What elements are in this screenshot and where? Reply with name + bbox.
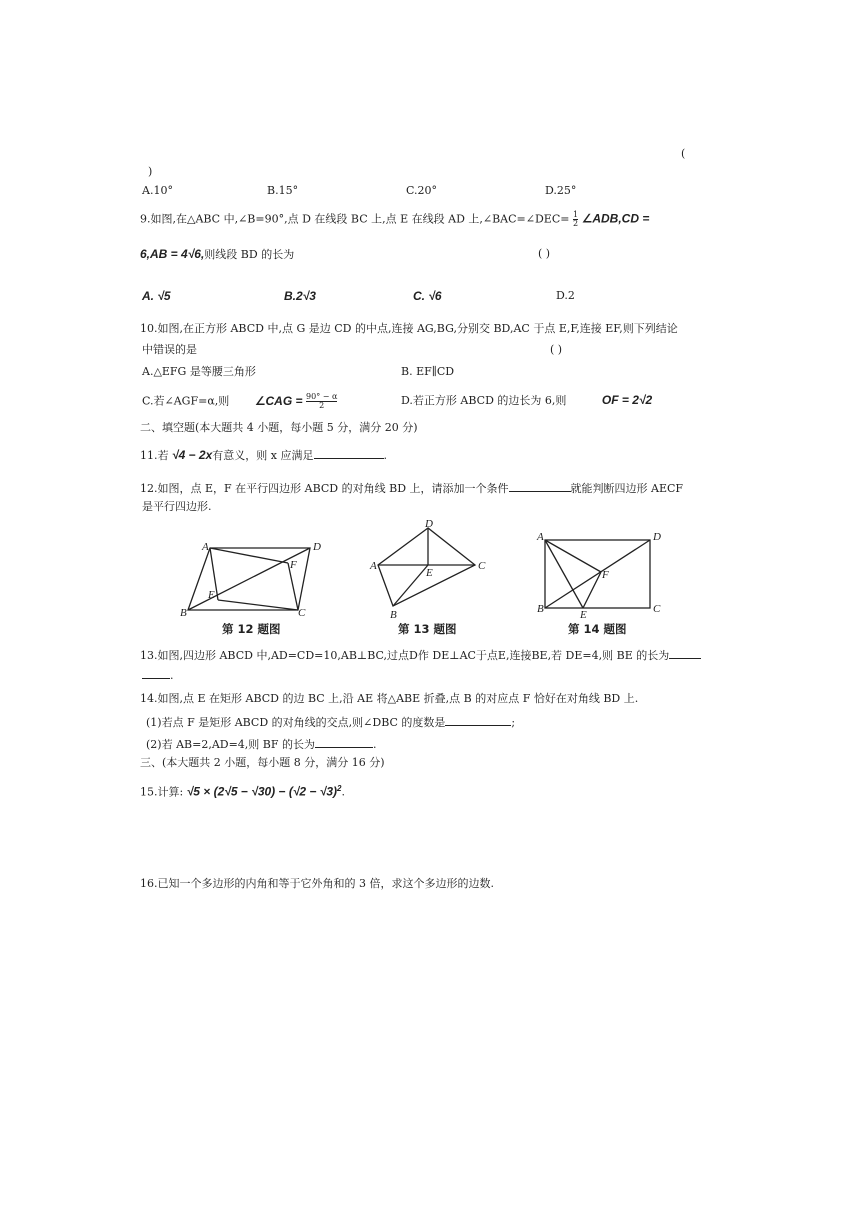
q8-option-a: A.10°: [142, 184, 173, 197]
q10-option-c-math: ∠CAG =: [254, 393, 303, 408]
paren-close: ): [148, 165, 153, 178]
q12-answer-blank[interactable]: [509, 480, 571, 492]
fig14-label-b: B: [537, 603, 544, 615]
fig14-label-e: E: [580, 609, 587, 621]
q9-option-c: C. √6: [413, 289, 442, 303]
q9-frac-den: 2: [572, 219, 579, 228]
q12-text: 12.如图，点 E，F 在平行四边形 ABCD 的对角线 BD 上，请添加一个条件: [140, 482, 509, 495]
fig12-label-c: C: [298, 607, 306, 619]
q9-option-a: A. √5: [142, 289, 171, 303]
q9-text: 9.如图,在△ABC 中,∠B=90°,点 D 在线段 BC 上,点 E 在线段 AD 上,∠BAC=∠DEC=: [140, 212, 570, 226]
figure-14: [535, 530, 675, 620]
q11-pre: 11.若: [140, 449, 169, 462]
fig12-label-e: E: [208, 589, 215, 601]
question-15: [140, 782, 345, 800]
q12-line1: [140, 480, 683, 496]
q10-line1: 10.如图,在正方形 ABCD 中,点 G 是边 CD 的中点,连接 AG,BG,分别交 BD,AC 于点 E,F,连接 EF,则下列结论: [140, 322, 678, 335]
q9-math: 6,AB = 4√6,: [140, 247, 205, 261]
q10-c-frac-den: 2: [319, 401, 325, 410]
fig12-segment-af: [210, 548, 288, 563]
q14-part1: [146, 714, 515, 730]
q11-end: .: [383, 449, 387, 462]
fig13-label-e: E: [426, 567, 433, 579]
q10-c-frac-num: 90° − α: [306, 392, 338, 401]
q14-line1: 14.如图,点 E 在矩形 ABCD 的边 BC 上,沿 AE 将△ABE 折叠,点 B 的对应点 F 恰好在对角线 BD 上.: [140, 692, 639, 705]
question-16: 16.已知一个多边形的内角和等于它外角和的 3 倍，求这个多边形的边数.: [140, 877, 494, 890]
q10-answer-bracket: ( ): [550, 343, 563, 356]
q9-math-tail: ∠ADB,CD =: [581, 211, 650, 226]
fig14-caption: 第 14 题图: [568, 622, 627, 636]
q10-option-d-text: D.若正方形 ABCD 的边长为 6,则: [401, 394, 567, 407]
q8-option-b: B.15°: [267, 184, 299, 197]
q10-option-c-fraction: [306, 393, 337, 410]
fig14-diagonal-bd: [545, 540, 650, 608]
q9-frac-num: 1: [572, 210, 579, 219]
fig12-segment-ec: [218, 600, 298, 610]
q13-text: 13.如图,四边形 ABCD 中,AD=CD=10,AB⊥BC,过点D作 DE⊥AC于点E,连接BE,若 DE=4,则 BE 的长为: [140, 649, 670, 662]
q10-option-a: A.△EFG 是等腰三角形: [142, 365, 256, 378]
figure-12: [180, 538, 340, 628]
q9-fraction: [573, 211, 578, 228]
q9-line1: [140, 211, 649, 228]
q12-line2: 是平行四边形.: [142, 500, 212, 513]
q10-option-d: [401, 393, 652, 408]
q13-line1: [140, 647, 701, 663]
q10-option-b: B. EF∥CD: [401, 365, 455, 378]
q15-exponent: 2: [337, 784, 342, 793]
q9-question: 则线段 BD 的长为: [204, 248, 295, 261]
fig13-label-a: A: [370, 560, 377, 572]
paren-open: (: [681, 147, 686, 160]
q10-option-d-math: OF = 2√2: [601, 393, 653, 407]
fig13-label-b: B: [390, 609, 397, 621]
q9-answer-bracket: ( ): [538, 247, 551, 260]
q14-part2: [146, 736, 377, 752]
q11-math: √4 − 2x: [172, 448, 213, 462]
fig12-label-f: F: [290, 559, 297, 571]
fig12-label-d: D: [313, 541, 321, 553]
q14-part1-end: ;: [511, 716, 516, 729]
section-2-heading: 二、填空题(本大题共 4 小题，每小题 5 分，满分 20 分): [140, 421, 418, 434]
q8-option-c: C.20°: [406, 184, 438, 197]
figure-13: [368, 518, 498, 621]
q13-answer-blank[interactable]: [669, 647, 701, 659]
fig13-label-d: D: [425, 518, 433, 530]
fig12-caption: 第 12 题图: [222, 622, 281, 636]
q12-text-end: 就能判断四边形 AECF: [570, 482, 684, 495]
q11-mid: 有意义，则 x 应满足: [212, 449, 314, 462]
q14-part2-blank[interactable]: [315, 736, 373, 748]
fig13-caption: 第 13 题图: [398, 622, 457, 636]
fig12-label-b: B: [180, 607, 187, 619]
q15-pre: 15.计算:: [140, 785, 184, 799]
fig13-segment-be: [393, 565, 428, 606]
q10-option-c-text: C.若∠AGF=α,则: [142, 394, 230, 408]
q11-answer-blank[interactable]: [314, 447, 384, 459]
q14-part1-text: (1)若点 F 是矩形 ABCD 的对角线的交点,则∠DBC 的度数是: [146, 716, 446, 729]
q13-line2: [142, 667, 174, 683]
fig14-label-f: F: [602, 569, 609, 581]
q14-part1-blank[interactable]: [445, 714, 511, 726]
q13-answer-blank-cont[interactable]: [142, 667, 170, 679]
fig14-label-c: C: [653, 603, 661, 615]
question-11: [140, 447, 387, 463]
q8-option-d: D.25°: [545, 184, 577, 197]
q9-option-b: B.2√3: [284, 289, 316, 303]
q15-end: .: [341, 785, 345, 799]
q14-part2-text: (2)若 AB=2,AD=4,则 BF 的长为: [146, 738, 316, 751]
fig12-label-a: A: [202, 541, 209, 553]
fig14-label-d: D: [653, 531, 661, 543]
figure-14-lines: [545, 540, 650, 608]
q10-option-c: [142, 393, 337, 410]
fig13-label-c: C: [478, 560, 486, 572]
q15-math: √5 × (2√5 − √30) − (√2 − √3): [186, 784, 338, 799]
section-3-heading: 三、(本大题共 2 小题，每小题 8 分，满分 16 分): [140, 756, 385, 769]
figure-12-lines: [188, 548, 310, 610]
q9-option-d: D.2: [556, 289, 575, 302]
q9-line2: [140, 247, 294, 262]
q13-end: .: [170, 669, 174, 682]
fig14-label-a: A: [537, 531, 544, 543]
q10-line2: 中错误的是: [142, 343, 197, 356]
q14-part2-end: .: [373, 738, 377, 751]
